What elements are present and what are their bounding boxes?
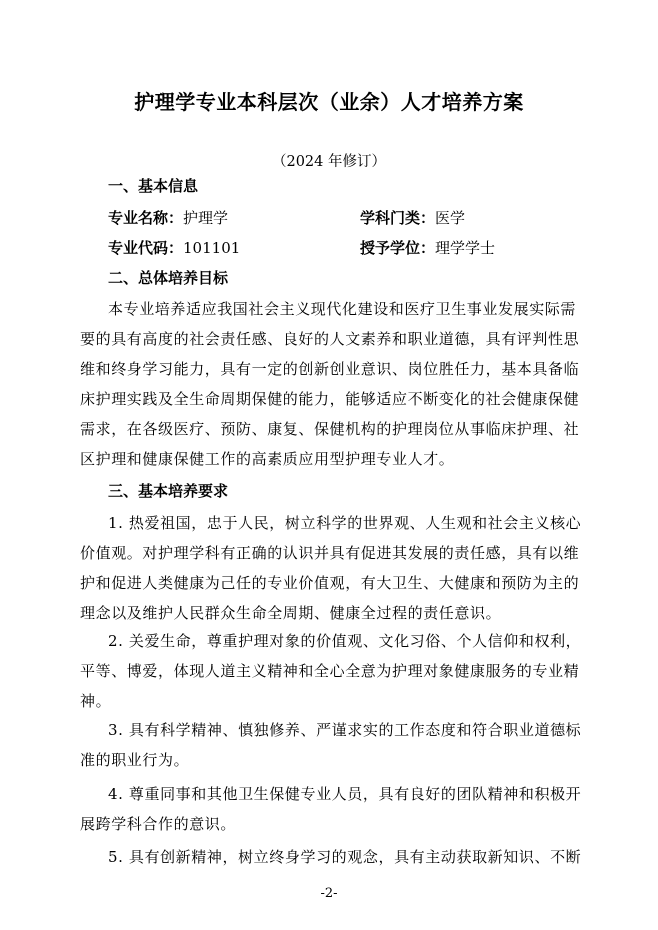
major-code-row: [108, 237, 240, 258]
major-code-label: 专业代码：: [108, 239, 184, 257]
paragraph-line: 4. 尊重同事和其他卫生保健专业人员，具有良好的团队精神和积极开: [108, 785, 582, 803]
paragraph-line: 展跨学科合作的意识。: [80, 815, 237, 833]
paragraph-line: 3. 具有科学精神、慎独修养、严谨求实的工作态度和符合职业道德标: [108, 721, 582, 739]
paragraph-line: 平等、博爱，体现人道主义精神和全心全意为护理对象健康服务的专业精: [80, 662, 580, 680]
degree-value: 理学学士: [435, 239, 496, 257]
major-name-value: 护理学: [183, 209, 229, 227]
section-heading-training-goal: 二、总体培养目标: [108, 269, 229, 287]
paragraph-line: 本专业培养适应我国社会主义现代化建设和医疗卫生事业发展实际需: [108, 300, 577, 318]
paragraph-line: 护和促进人类健康为己任的专业价值观，有大卫生、大健康和预防为主的: [80, 574, 580, 592]
paragraph-line: 准的职业行为。: [80, 751, 190, 769]
paragraph-line: 需求，在各级医疗、预防、康复、保健机构的护理岗位从事临床护理、社: [80, 420, 580, 438]
degree-row: [360, 237, 495, 258]
major-name-row: [108, 207, 228, 228]
paragraph-line: 1. 热爱祖国，忠于人民，树立科学的世界观、人生观和社会主义核心: [108, 514, 582, 532]
section-heading-requirements: 三、基本培养要求: [108, 482, 229, 500]
major-name-label: 专业名称：: [108, 209, 184, 227]
paragraph-line: 价值观。对护理学科有正确的认识并具有促进其发展的责任感，具有以维: [80, 544, 580, 562]
document-title: 护理学专业本科层次（业余）人才培养方案: [134, 90, 524, 114]
section-heading-basic-info: 一、基本信息: [108, 177, 199, 195]
paragraph-line: 要的具有高度的社会责任感、良好的人文素养和职业道德，具有评判性思: [80, 330, 580, 348]
category-row: [360, 207, 465, 228]
paragraph-line: 5. 具有创新精神，树立终身学习的观念，具有主动获取新知识、不断: [108, 848, 582, 866]
page-number: -2-: [320, 886, 338, 901]
degree-label: 授予学位：: [360, 239, 436, 257]
paragraph-line: 区护理和健康保健工作的高素质应用型护理专业人才。: [80, 450, 455, 468]
category-value: 医学: [435, 209, 466, 227]
paragraph-line: 神。: [80, 692, 112, 710]
paragraph-line: 理念以及维护人民群众生命全周期、健康全过程的责任意识。: [80, 604, 502, 622]
paragraph-line: 维和终身学习能力，具有一定的创新创业意识、岗位胜任力，基本具备临: [80, 360, 580, 378]
major-code-value: 101101: [183, 239, 241, 257]
category-label: 学科门类：: [360, 209, 436, 227]
paragraph-line: 床护理实践及全生命周期保健的能力，能够适应不断变化的社会健康保健: [80, 390, 580, 408]
paragraph-line: 2. 关爱生命，尊重护理对象的价值观、文化习俗、个人信仰和权利，: [108, 632, 582, 650]
revision-note: （2024 年修订）: [271, 154, 386, 170]
